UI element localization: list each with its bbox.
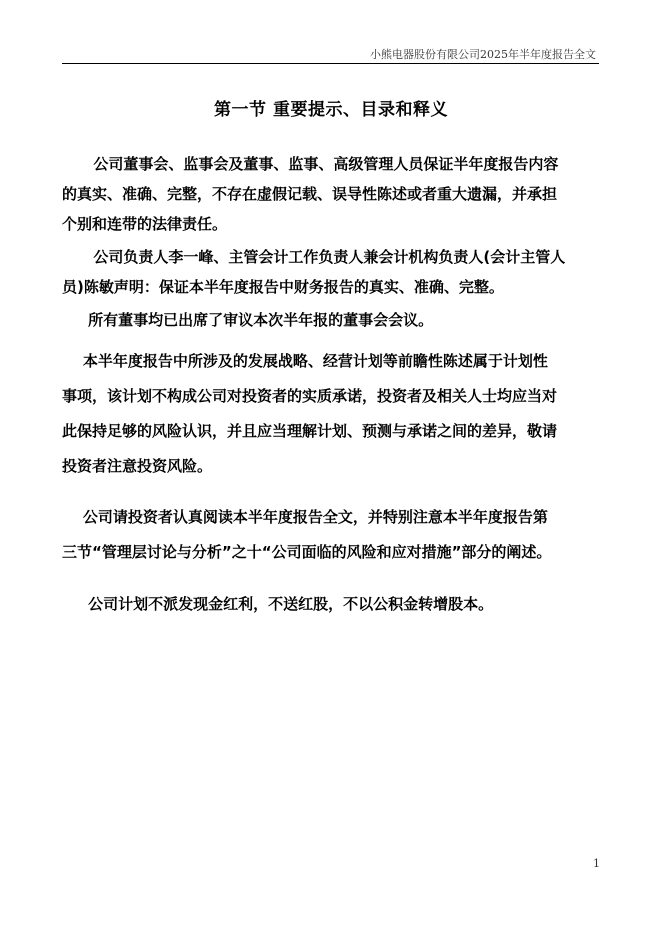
paragraph-line: 公司计划不派发现金红利，不送红股，不以公积金转增股本。 [62, 595, 494, 613]
paragraph-line: 所有董事均已出席了审议本次半年报的董事会会议。 [62, 311, 434, 329]
paragraph-directors-attendance [62, 305, 602, 335]
paragraph-line: 公司请投资者认真阅读本半年度报告全文，并特别注意本半年度报告第 [62, 508, 548, 526]
paragraph-board-guarantee [62, 149, 602, 239]
paragraph-line: 此保持足够的风险认识，并且应当理解计划、预测与承诺之间的差异，敬请 [62, 422, 558, 440]
paragraph-line: 个别和连带的法律责任。 [62, 215, 228, 233]
paragraph-line: 三节“管理层讨论与分析”之十“公司面临的风险和应对措施”部分的阐述。 [62, 543, 552, 561]
paragraph-line: 公司负责人李一峰、主管会计工作负责人兼会计机构负责人(会计主管人 [62, 248, 566, 266]
paragraph-line: 事项，该计划不构成公司对投资者的实质承诺，投资者及相关人士均应当对 [62, 387, 558, 405]
paragraph-responsible-persons [62, 242, 602, 302]
paragraph-line: 本半年度报告中所涉及的发展战略、经营计划等前瞻性陈述属于计划性 [62, 352, 548, 370]
section-title: 第一节 重要提示、目录和释义 [214, 100, 448, 120]
paragraph-line: 员)陈敏声明：保证本半年度报告中财务报告的真实、准确、完整。 [62, 278, 504, 296]
paragraph-line: 的真实、准确、完整，不存在虚假记载、误导性陈述或者重大遗漏，并承担 [62, 185, 558, 203]
header-divider [62, 63, 599, 64]
paragraph-line: 公司董事会、监事会及董事、监事、高级管理人员保证半年度报告内容 [62, 155, 559, 173]
page-number: 1 [593, 857, 600, 870]
paragraph-forward-looking [62, 344, 602, 484]
paragraph-line: 投资者注意投资风险。 [62, 457, 213, 475]
header-title: 小熊电器股份有限公司2025年半年度报告全文 [370, 48, 596, 61]
paragraph-dividend-plan [62, 587, 602, 622]
paragraph-risk-notice [62, 500, 602, 570]
